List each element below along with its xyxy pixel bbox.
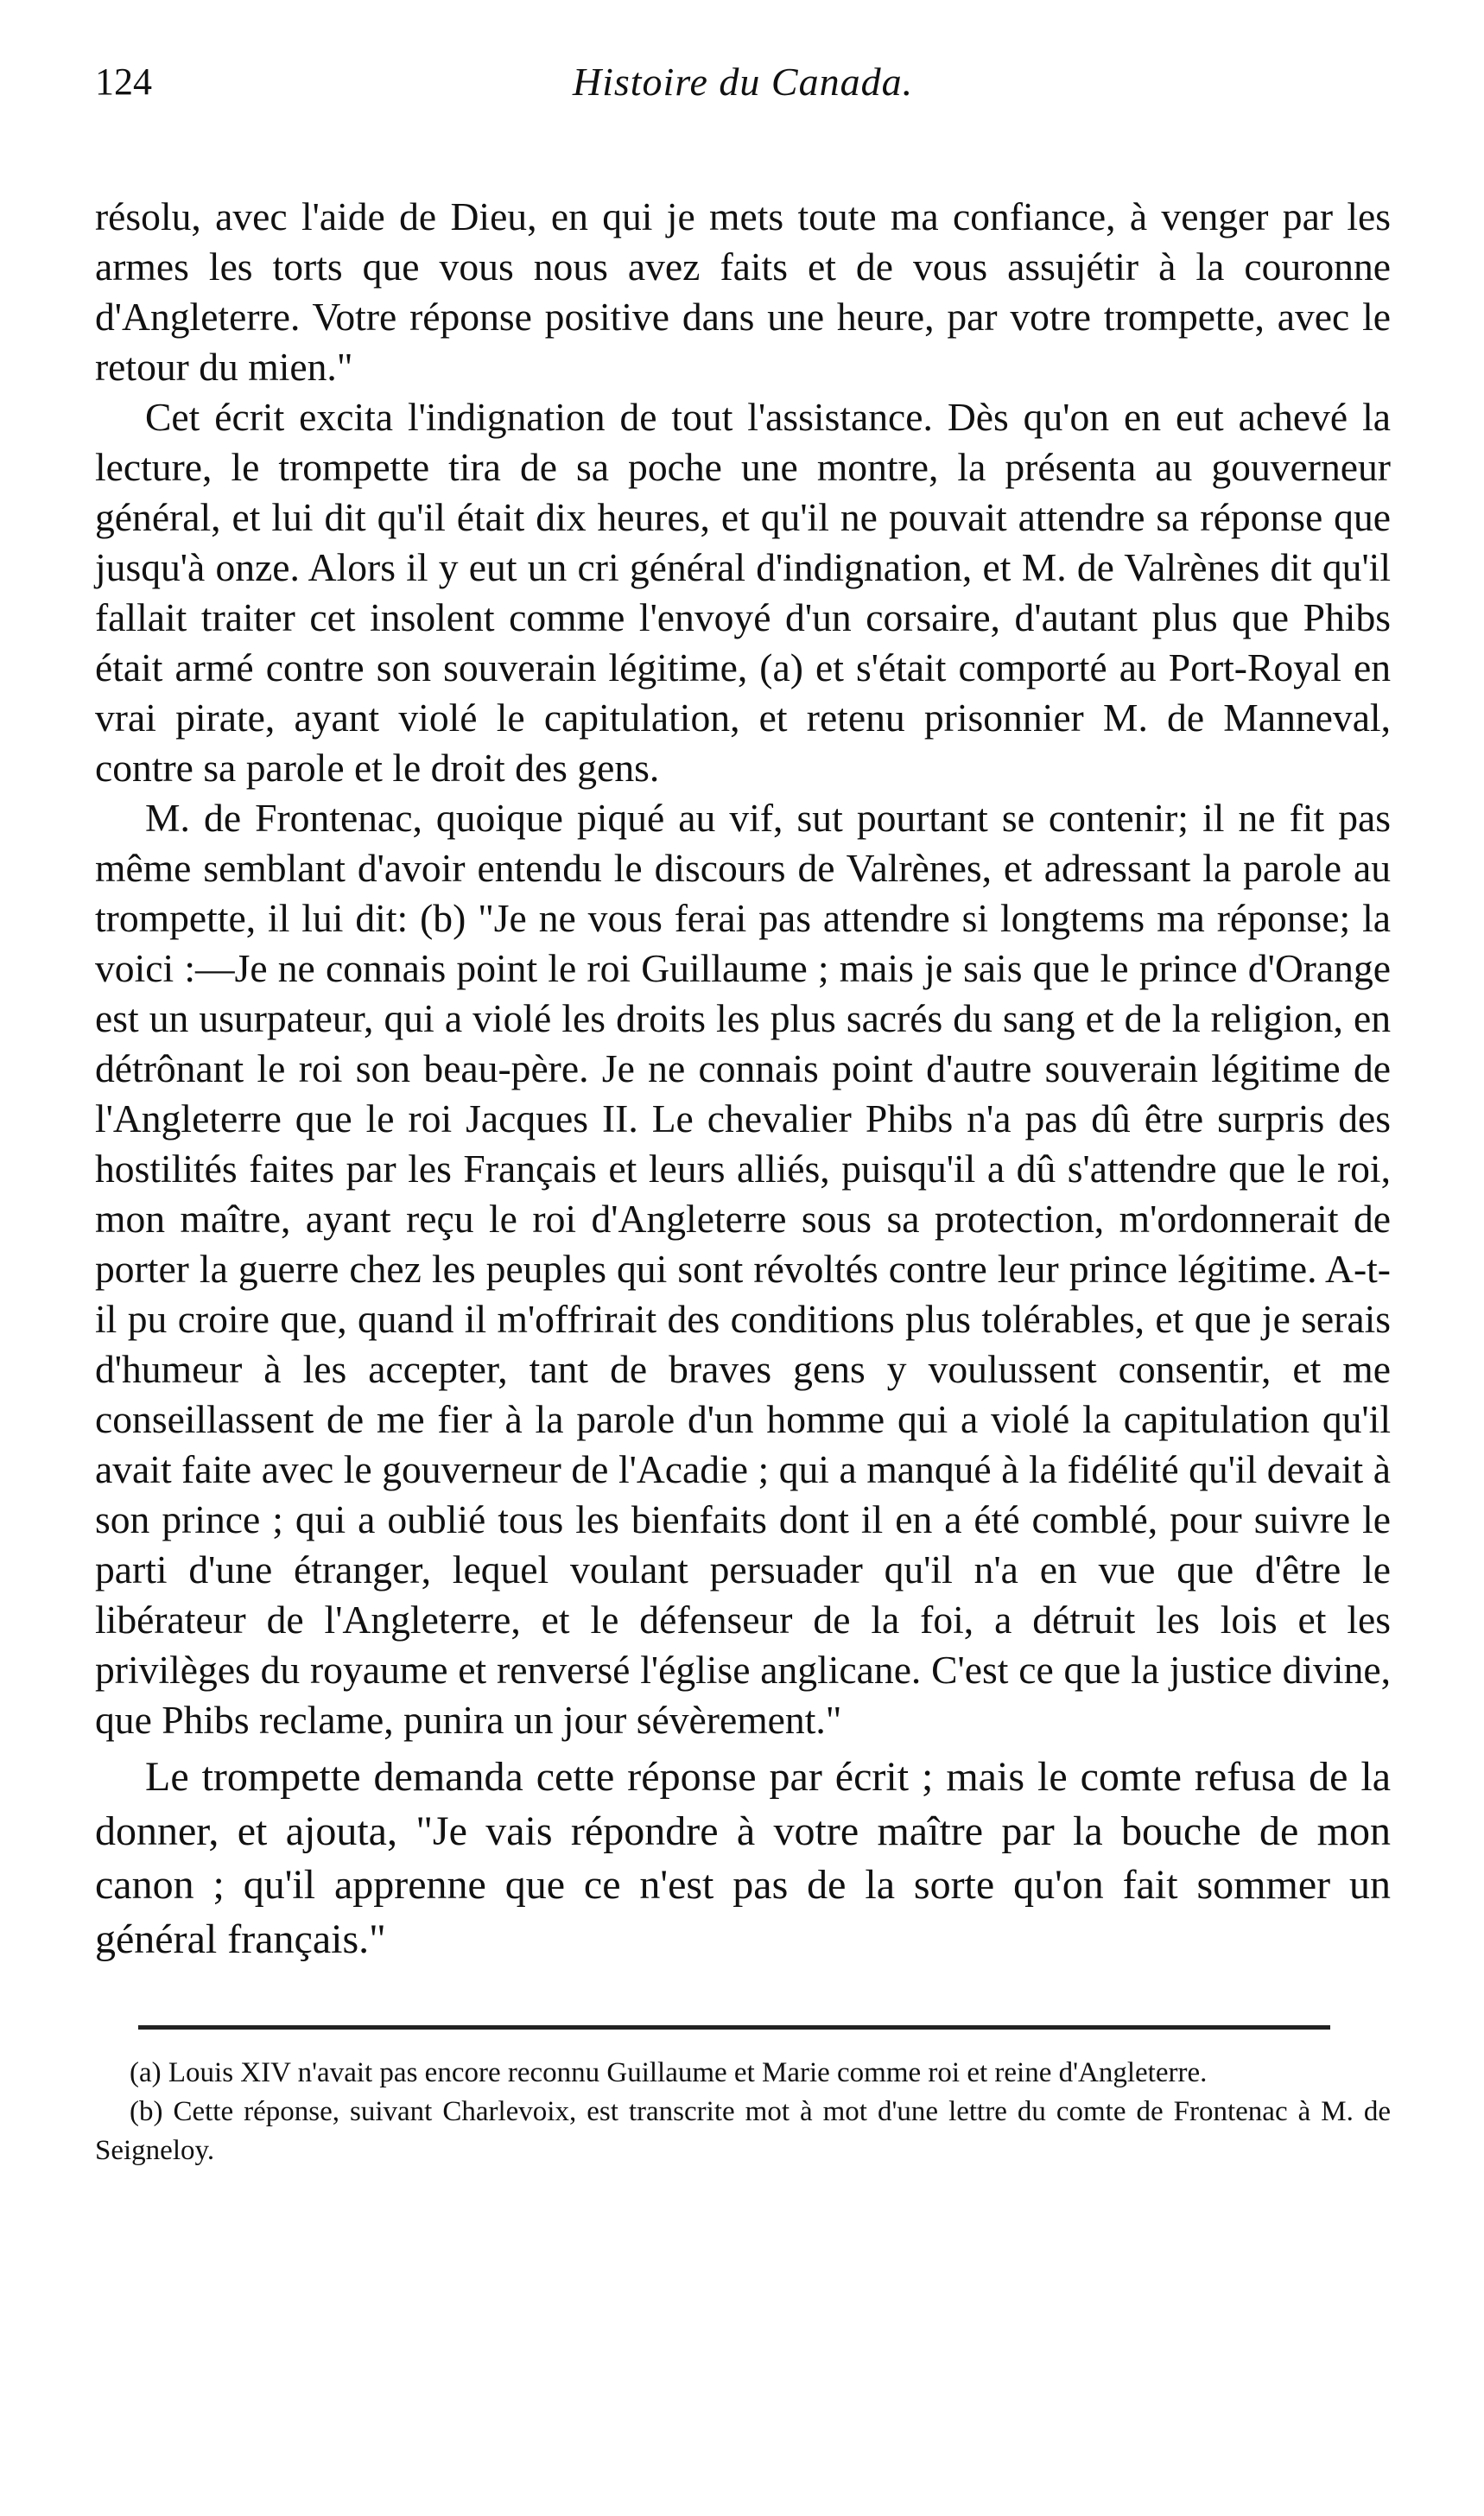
paragraph-continuation: résolu, avec l'aide de Dieu, en qui je mets toute ma confiance, à venger par les armes les torts que vous nous avez faits et de vous assujétir à la couronne d'Angleterre. Votre réponse positive dans une heure, par votre trompette, avec le retour du mien.": [95, 194, 1391, 389]
paragraph: Cet écrit excita l'indignation de tout l'assistance. Dès qu'on en eut achevé la lecture, le trompette tira de sa poche une montre, la présenta au gouverneur général, et lui dit qu'il était dix heures, et qu'il ne pouvait attendre sa réponse que jusqu'à onze. Alors il y eut un cri général d'indignation, et M. de Valrènes dit qu'il fallait traiter cet insolent comme l'envoyé d'un corsaire, d'autant plus que Phibs était armé contre son souverain légitime, (a) et s'était comporté au Port-Royal en vrai pirate, ayant violé le capitulation, et retenu prisonnier M. de Manneval, contre sa parole et le droit des gens.: [95, 395, 1391, 790]
page-header: [95, 52, 1391, 112]
paragraph: Le trompette demanda cette réponse par écrit ; mais le comte refusa de la donner, et ajouta, "Je vais répondre à votre maître par la bouche de mon canon ; qu'il apprenne que ce n'est pas de la sorte qu'on fait sommer un général français.": [95, 1754, 1391, 1962]
footnote-divider: [138, 2025, 1330, 2030]
footnote: (a) Louis XIV n'avait pas encore reconnu Guillaume et Marie comme roi et reine d'Angleterre.: [130, 2057, 1208, 2088]
running-title: Histoire du Canada.: [572, 60, 914, 104]
footnotes: [95, 2054, 1391, 2170]
paragraph: M. de Frontenac, quoique piqué au vif, sut pourtant se contenir; il ne fit pas même semblant d'avoir entendu le discours de Valrènes, et adressant la parole au trompette, il lui dit: (b) "Je ne vous ferai pas attendre si longtems ma réponse; la voici :—Je ne connais point le roi Guillaume ; mais je sais que le prince d'Orange est un usurpateur, qui a violé les droits les plus sacrés du sang et de la religion, en détrônant le roi son beau-père. Je ne connais point d'autre souverain légitime de l'Angleterre que le roi Jacques II. Le chevalier Phibs n'a pas dû être surpris des hostilités faites par les Français et leurs alliés, puisqu'il a dû s'attendre que le roi, mon maître, ayant reçu le roi d'Angleterre sous sa protection, m'ordonnerait de porter la guerre chez les peuples qui sont révoltés contre leur prince légitime. A-t-il pu croire que, quand il m'offrirait des conditions plus tolérables, et que je serais d'humeur à les accepter, tant de braves gens y voulussent consentir, et me conseillassent de me fier à la parole d'un homme qui a violé la capitulation qu'il avait faite avec le gouverneur de l'Acadie ; qui a manqué à la fidélité qu'il devait à son prince ; qui a oublié tous les bienfaits dont il en a été comblé, pour suivre le parti d'une étranger, lequel voulant persuader qu'il n'a en vue que d'être le libérateur de l'Angleterre, et le défenseur de la foi, a détruit les lois et les privilèges du royaume et renversé l'église anglicane. C'est ce que la justice divine, que Phibs reclame, punira un jour sévèrement.": [95, 796, 1391, 1742]
book-page: [95, 52, 1391, 2170]
footnote: (b) Cette réponse, suivant Charlevoix, est transcrite mot à mot d'une lettre du comte de Frontenac à M. de Seigneloy.: [95, 2096, 1391, 2166]
body-text: [95, 192, 1391, 1966]
page-number: 124: [95, 60, 152, 103]
